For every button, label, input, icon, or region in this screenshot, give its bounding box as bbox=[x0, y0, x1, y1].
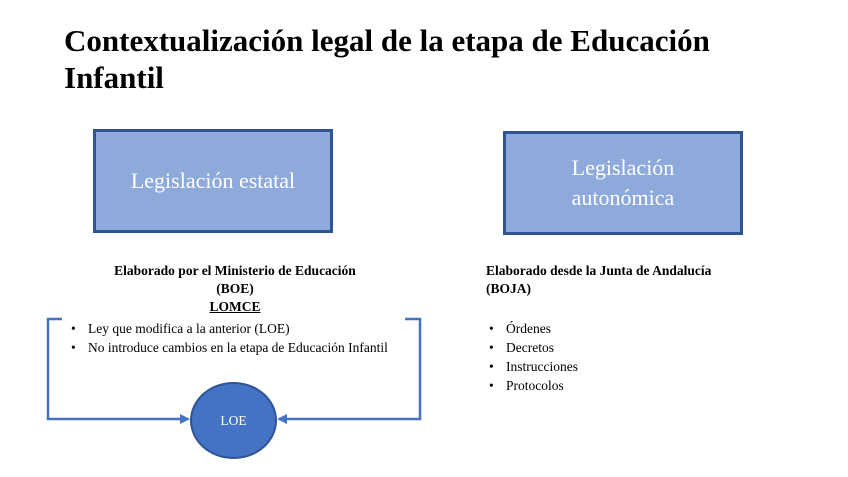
regional-legislation-label-line2: autonómica bbox=[571, 185, 675, 210]
loe-label: LOE bbox=[220, 412, 247, 428]
left-connector-arrow bbox=[48, 319, 188, 419]
list-item: • Ley que modifica a la anterior (LOE) bbox=[68, 319, 413, 338]
regional-description-line2: (BOJA) bbox=[486, 281, 531, 296]
state-description-line2: (BOE) bbox=[216, 281, 254, 296]
regional-description-line1: Elaborado desde la Junta de Andalucía bbox=[486, 263, 712, 278]
list-item: • Instrucciones bbox=[486, 357, 686, 376]
list-item: • Protocolos bbox=[486, 376, 686, 395]
loe-circle bbox=[190, 382, 277, 459]
regional-legislation-label-line1: Legislación bbox=[571, 155, 675, 180]
lomce-label: LOMCE bbox=[209, 299, 261, 314]
state-legislation-label: Legislación estatal bbox=[130, 168, 296, 193]
list-item: • No introduce cambios en la etapa de Educación Infantil bbox=[68, 338, 413, 357]
slide-title: Contextualización legal de la etapa de Educación Infantil bbox=[64, 23, 710, 95]
list-item: • Órdenes bbox=[486, 319, 686, 338]
list-item: • Decretos bbox=[486, 338, 686, 357]
state-description-line1: Elaborado por el Ministerio de Educación bbox=[114, 263, 356, 278]
right-connector-arrow bbox=[279, 319, 420, 419]
